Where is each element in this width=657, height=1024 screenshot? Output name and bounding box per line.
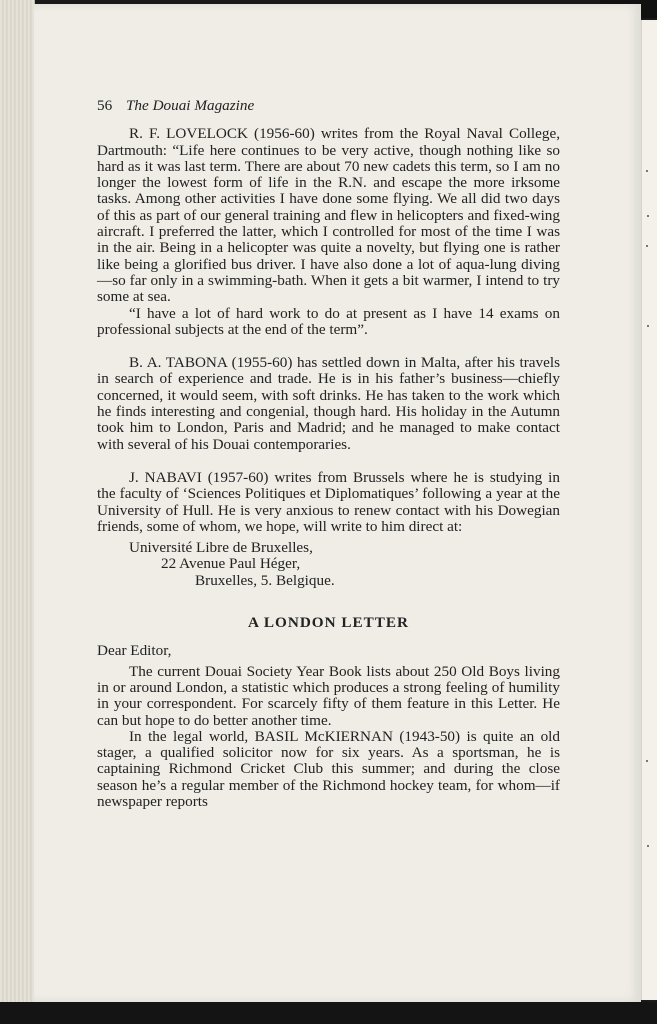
paragraph-tabona: B. A. TABONA (1955-60) has settled down in Malta, after his travels in search of experience and trade. He is in his father’s business—chiefly concerned, it would seem, with soft drinks. He has taken to the work which he finds interesting and congenial, though hard. His holiday in the Autumn took him to London, Paris and Madrid; and he managed to make contact with several of his Douai contemporaries. — [97, 354, 560, 453]
salutation: Dear Editor, — [97, 642, 172, 660]
address-line-2: 22 Avenue Paul Héger, — [161, 555, 301, 573]
page-number: 56 — [97, 97, 113, 114]
speck — [647, 215, 649, 217]
paragraph-lovelock-quote: “I have a lot of hard work to do at present as I have 14 exams on professional subjects at the end of the term”. — [97, 304, 560, 338]
magazine-title: The Douai Magazine — [125, 97, 255, 114]
paragraph-london-intro: The current Douai Society Year Book lists about 250 Old Boys living in or around London, a statistic which produces a strong feeling of humility in your correspondent. For scarcely fifty of them feature in this Letter. He can but hope to do better another time. — [97, 662, 560, 729]
paragraph-nabavi: J. NABAVI (1957-60) writes from Brussels where he is studying in the faculty of ‘Sciences Politiques et Diplomatiques’ following a year at the University of Hull. He is very anxious to renew contact with his Dowegian friends, some of whom, we hope, will write to him direct at: — [97, 468, 560, 535]
address-line-1: Université Libre de Bruxelles, — [129, 539, 313, 557]
speck — [647, 845, 649, 847]
speck — [646, 245, 648, 247]
paragraph-lovelock: R. F. LOVELOCK (1956-60) writes from the Royal Naval College, Dartmouth: “Life here continues to be very active, though nothing like so hard as it was last term. There are about 70 new cadets this term, so I am no longer the lowest form of life in the R.N. and escape the more irksome tasks. Among other activities I have done some flying. We all did two days of this as part of our general training and flew in helicopters and fixed-wing aircraft. I preferred the latter, which I controlled for most of the time I was in the air. Being in a helicopter was quite a novelty, but flying one is rather like being a glorified bus driver. I have also done a lot of aqua-lung diving—so far only in a swimming-bath. When it gets a bit warmer, I intend to try some at sea. — [97, 125, 560, 306]
page-text — [97, 98, 560, 810]
speck — [646, 170, 648, 172]
speck — [647, 325, 649, 327]
postal-address — [97, 540, 560, 589]
paragraph-mckiernan: In the legal world, BASIL McKIERNAN (1943-50) is quite an old stager, a qualified solicitor now for six years. As a sportsman, he is captaining Richmond Cricket Club this summer; and during the close season he’s a regular member of the Richmond hockey team, for whom—if newspaper reports — [97, 727, 560, 810]
bottom-shadow — [0, 1002, 657, 1024]
right-page-edge — [641, 20, 657, 1000]
address-line-3: Bruxelles, 5. Belgique. — [195, 571, 335, 589]
section-heading: A LONDON LETTER — [247, 614, 409, 632]
running-header — [97, 98, 560, 114]
speck — [646, 760, 648, 762]
page-edge-stack — [0, 0, 35, 1004]
